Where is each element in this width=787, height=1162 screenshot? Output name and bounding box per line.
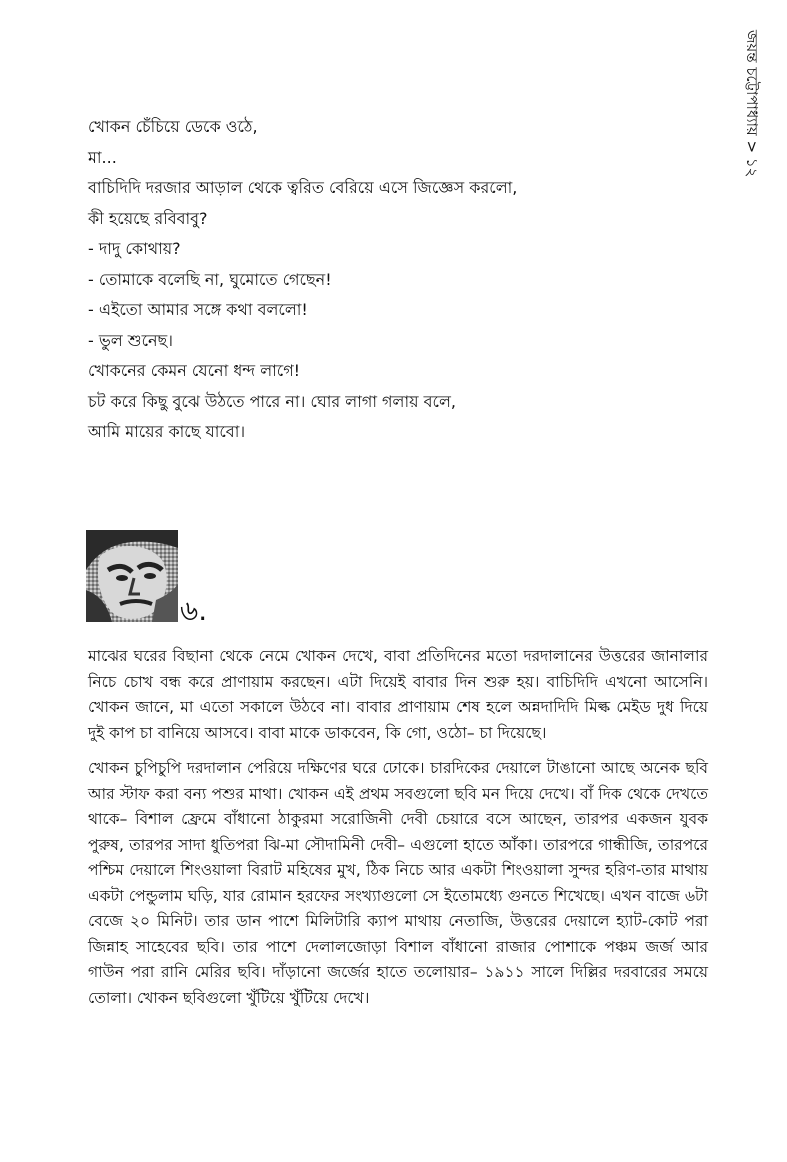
dialogue-block: [88, 112, 688, 448]
dialogue-line: কী হয়েছে রবিবাবু?: [88, 208, 208, 228]
dialogue-line: - এইতো আমার সঙ্গে কথা বললো!: [88, 300, 308, 319]
dialogue-line: খোকন চেঁচিয়ে ডেকে ওঠে,: [88, 117, 258, 136]
chapter-heading: [86, 530, 208, 627]
dialogue-line: - তোমাকে বলেছি না, ঘুমোতে গেছেন!: [88, 269, 332, 289]
body-text: [88, 644, 708, 1021]
running-head: জয়ন্ত চট্টোপাধ্যায় > ১২: [743, 30, 761, 178]
dialogue-line: আমি মায়ের কাছে যাবো।: [88, 422, 246, 441]
paragraph: খোকন চুপিচুপি দরদালান পেরিয়ে দক্ষিণের ঘরে ঢোকে। চারদিকের দেয়ালে টাঙানো আছে অনেক ছবি আর স্টাফ করা বন্য পশুর মাথা। খোকন এই প্রথম সবগুলো ছবি মন দিয়ে দেখে। বাঁ দিক থেকে দেখতে থাকে– বিশাল ফ্রেমে বাঁধানো ঠাকুরমা সরোজিনী দেবী চেয়ারে বসে আছেন, তারপর একজন যুবক পুরুষ, তারপর সাদা ধুতিপরা ঝি-মা সৌদামিনী দেবী– এগুলো হাতে আঁকা। তারপরে গান্ধীজি, তারপরে পশ্চিম দেয়ালে শিংওয়ালা বিরাট মহিষের মুখ, ঠিক নিচে আর একটা শিংওয়ালা সুন্দর হরিণ-তার মাথায় একটা পেন্ডুলাম ঘড়ি, যার রোমান হরফের সংখ্যাগুলো সে ইতোমধ্যে গুনতে শিখেছে। এখন বাজে ৬টা বেজে ২০ মিনিট। তার ডান পাশে মিলিটারি ক্যাপ মাথায় নেতাজি, উত্তরের দেয়ালে হ্যাট-কোট পরা জিন্নাহ সাহেবের ছবি। তার পাশে দেলালজোড়া বিশাল বাঁধানো রাজার পোশাকে পঞ্চম জর্জ আর গাউন পরা রানি মেরির ছবি। দাঁড়ানো জর্জের হাতে তলোয়ার– ১৯১১ সালে দিল্লির দরবারের সময়ে তোলা। খোকন ছবিগুলো খুঁটিয়ে খুঁটিয়ে দেখে।: [88, 759, 708, 1007]
dialogue-line: বাচিদিদি দরজার আড়াল থেকে ত্বরিত বেরিয়ে এসে জিজ্ঞেস করলো,: [88, 178, 518, 197]
paragraph: মাঝের ঘরের বিছানা থেকে নেমে খোকন দেখে, বাবা প্রতিদিনের মতো দরদালানের উত্তরের জানালার নিচে চোখ বন্ধ করে প্রাণায়াম করছেন। এটা দিয়েই বাবার দিন শুরু হয়। বাচিদিদি এখনো আসেনি। খোকন জানে, মা এতো সকালে উঠবে না। বাবার প্রাণায়াম শেষ হলে অন্নদাদিদি মিল্ক মেইড দুধ দিয়ে দুই কাপ চা বানিয়ে আসবে। বাবা মাকে ডাকবেন, কি গো, ওঠো– চা দিয়েছে।: [88, 647, 708, 742]
dialogue-line: - দাদু কোথায়?: [88, 239, 181, 258]
dialogue-line: চট করে কিছু বুঝে উঠতে পারে না। ঘোর লাগা গলায় বলে,: [88, 391, 456, 411]
chapter-number: ৬.: [180, 594, 208, 627]
dialogue-line: খোকনের কেমন যেনো ধন্দ লাগে!: [88, 361, 301, 380]
chapter-portrait-image: [86, 530, 178, 622]
dialogue-line: মা...: [88, 147, 117, 167]
dialogue-line: - ভুল শুনেছ।: [88, 330, 173, 350]
